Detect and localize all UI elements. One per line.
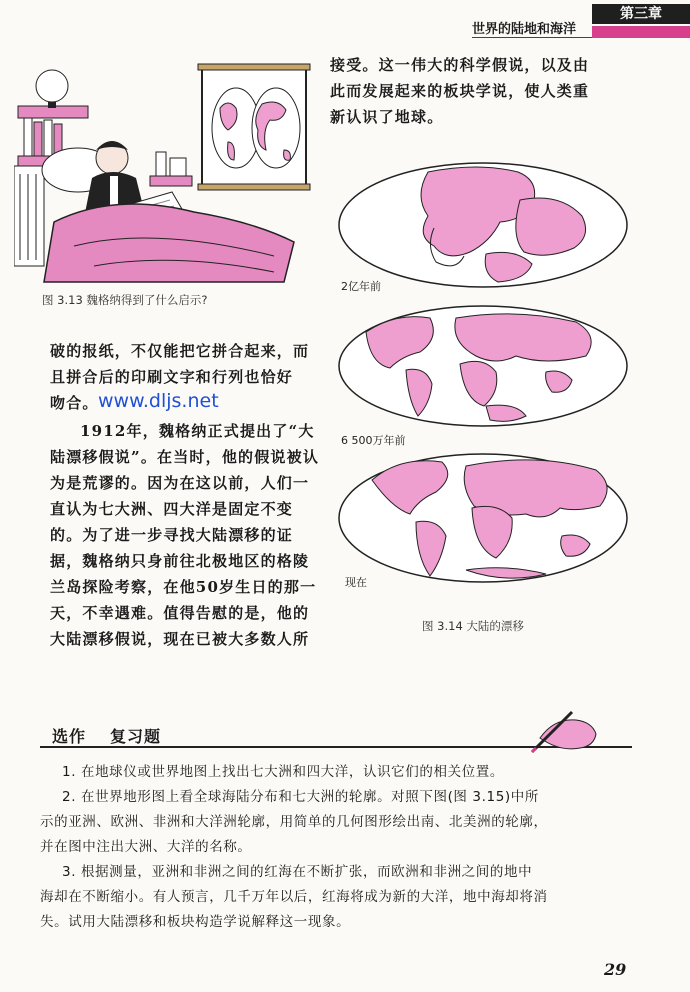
text-line: 兰岛探险考察，在他50岁生日的那一: [50, 578, 317, 596]
text-line: 接受。这一伟大的科学假说，以及由: [330, 56, 590, 74]
exercise-heading-optional: 选作: [52, 727, 87, 746]
text-line: 的。为了进一步寻找大陆漂移的证: [50, 526, 294, 544]
map-label-present: 现在: [345, 576, 367, 589]
map-present-day: [336, 450, 630, 586]
text-line: 大陆漂移假说，现在已被大多数人所: [50, 630, 310, 648]
chapter-tag: 第三章: [592, 4, 690, 24]
exercise-3-cont: 海却在不断缩小。有人预言，几千万年以后，红海将成为新的大洋，地中海却将消: [40, 889, 548, 905]
page-number: 29: [604, 960, 627, 979]
figure-3-13-caption: 图 3.13 魏格纳得到了什么启示?: [42, 293, 208, 307]
wegener-in-bed-illustration: [14, 46, 314, 286]
intro-paragraph: [330, 52, 589, 130]
exercise-1: 1. 在地球仪或世界地图上找出七大洲和四大洋，认识它们的相关位置。: [62, 764, 504, 780]
text-line: 且拼合后的印刷文字和行列也恰好: [50, 368, 294, 386]
exercise-heading: [52, 724, 185, 747]
text-line: 陆漂移假说”。在当时，他的假说被认: [50, 448, 320, 466]
exercise-2-cont: 示的亚洲、欧洲、非洲和大洋洲轮廓，用简单的几何图形绘出南、北美洲的轮廓，: [40, 814, 548, 830]
exercise-2: 2. 在世界地形图上看全球海陆分布和七大洲的轮廓。对照下图(图 3.15)中所: [62, 789, 539, 805]
header-rule: [472, 37, 592, 38]
text-line: 为是荒谬的。因为在这以前，人们一: [50, 474, 310, 492]
text-line: 吻合。: [50, 394, 99, 412]
text-line: 直认为七大洲、四大洋是固定不变: [50, 500, 294, 518]
map-200-million-years-ago: [336, 160, 630, 290]
text-line: 1912年，魏格纳正式提出了“大: [80, 422, 315, 440]
exercise-2-cont: 并在图中注出大洲、大洋的名称。: [40, 839, 252, 855]
writing-hand-icon: [530, 708, 600, 754]
text-line: 据，魏格纳只身前往北极地区的格陵: [50, 552, 310, 570]
exercise-heading-review: 复习题: [110, 727, 162, 746]
text-line: 新认识了地球。: [330, 108, 444, 126]
map-label-200myr: 2亿年前: [341, 280, 381, 293]
exercise-3: 3. 根据测量，亚洲和非洲之间的红海在不断扩张，而欧洲和非洲之间的地中: [62, 864, 533, 880]
map-65-million-years-ago: [336, 302, 630, 430]
figure-3-14-caption: 图 3.14 大陆的漂移: [422, 619, 524, 633]
text-line: 此而发展起来的板块学说，使人类重: [330, 82, 590, 100]
text-line: 天，不幸遇难。值得告慰的是，他的: [50, 604, 310, 622]
watermark-url: www.dljs.net: [98, 390, 219, 412]
map-label-65myr: 6 500万年前: [341, 434, 406, 447]
text-line: 破的报纸，不仅能把它拼合起来，而: [50, 342, 310, 360]
exercise-list: [40, 760, 640, 935]
chapter-accent-bar: [592, 26, 690, 38]
exercise-3-cont: 失。试用大陆漂移和板块构造学说解释这一现象。: [40, 914, 351, 930]
running-header-title: 世界的陆地和海洋: [472, 22, 577, 37]
body-paragraph-b: [50, 418, 325, 652]
